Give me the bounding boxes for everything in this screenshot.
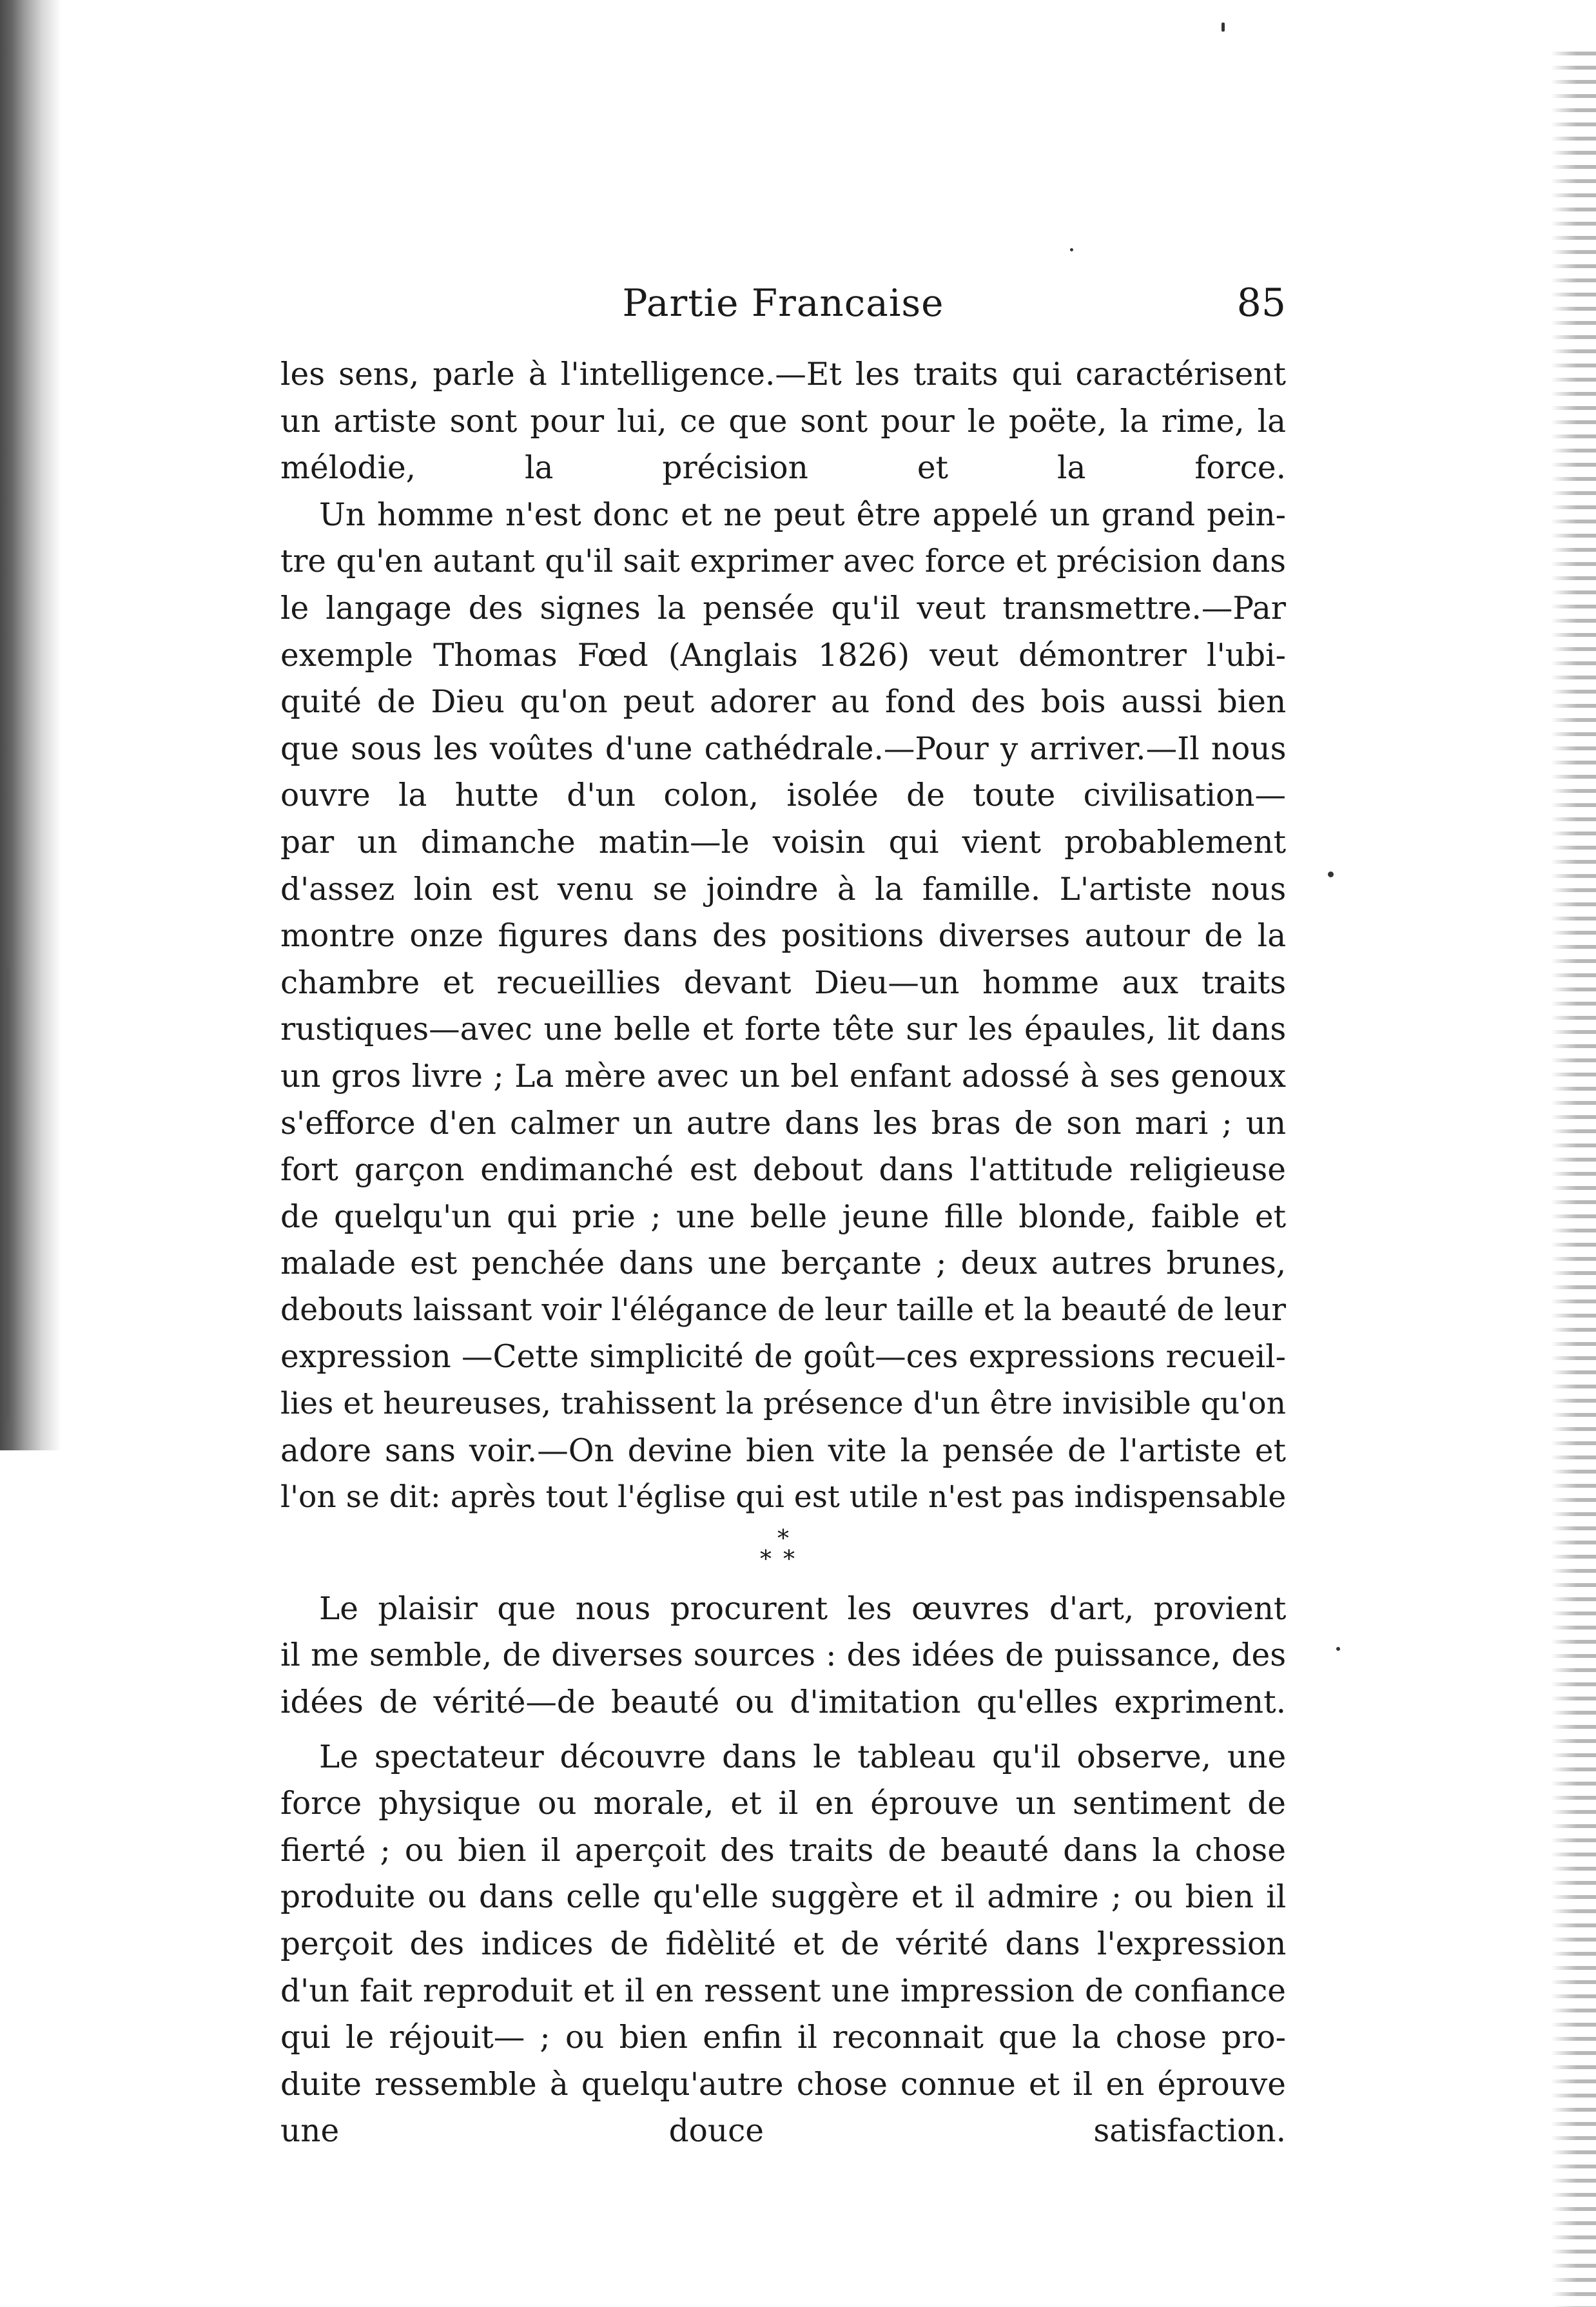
text-line: une douce satisfaction.	[280, 2113, 1286, 2150]
text-line: perçoit des indices de fidèlité et de vérité dans l'expression	[280, 1926, 1287, 1962]
text-line: debouts laissant voir l'élégance de leur taille et la beauté de leur	[280, 1292, 1286, 1328]
text-line: tre qu'en autant qu'il sait exprimer avec force et précision dans	[280, 543, 1286, 580]
running-title: Partie Francaise	[622, 281, 944, 325]
text-line: lies et heureuses, trahissent la présence d'un être invisible qu'on	[280, 1386, 1286, 1422]
text-line: d'un fait reproduit et il en ressent une impression de confiance	[280, 1972, 1286, 2009]
text-line: par un dimanche matin—le voisin qui vient probablement	[280, 824, 1287, 861]
page-header	[280, 274, 1286, 332]
text-line: Le spectateur découvre dans le tableau qu'il observe, une	[319, 1738, 1287, 1775]
scan-shadow-left	[0, 0, 61, 1450]
scan-streak-left	[5, 967, 9, 1418]
text-line: fierté ; ou bien il aperçoit des traits de beauté dans la chose	[280, 1832, 1286, 1869]
text-line: idées de vérité—de beauté ou d'imitation qu'elles expriment.	[280, 1684, 1286, 1721]
scan-speck	[1336, 1647, 1340, 1651]
text-line: montre onze figures dans des positions diverses autour de la	[280, 918, 1287, 955]
text-line: que sous les voûtes d'une cathédrale.—Pour y arriver.—Il nous	[280, 730, 1287, 767]
text-line: expression —Cette simplicité de goût—ces expressions recueil-	[280, 1339, 1286, 1376]
text-line: ouvre la hutte d'un colon, isolée de toute civilisation—	[280, 777, 1286, 814]
page-number: 85	[1236, 280, 1286, 326]
text-line: Le plaisir que nous procurent les œuvres d'art, provient	[319, 1590, 1287, 1627]
scan-speck	[1328, 871, 1334, 877]
text-line: exemple Thomas Fœd (Anglais 1826) veut démontrer l'ubi-	[280, 637, 1286, 674]
text-line: malade est penchée dans une berçante ; deux autres brunes,	[280, 1245, 1287, 1282]
paragraph-4	[280, 1734, 1286, 2155]
text-line: s'efforce d'en calmer un autre dans les bras de son mari ; un	[280, 1105, 1287, 1142]
scan-speck	[1070, 248, 1073, 251]
text-line: l'on se dit: après tout l'église qui est utile n'est pas indispensable	[280, 1479, 1287, 1515]
text-line: il me semble, de diverses sources : des idées de puissance, des	[280, 1637, 1287, 1674]
asterism-stars-bottom: **	[760, 1546, 806, 1573]
text-line: rustiques—avec une belle et forte tête sur les épaules, lit dans	[280, 1011, 1287, 1048]
text-line: duite ressemble à quelqu'autre chose connue et il en éprouve	[280, 2066, 1286, 2103]
body-text	[280, 351, 1286, 2155]
text-line: qui le réjouit— ; ou bien enfin il reconnait que la chose pro-	[280, 2020, 1286, 2056]
text-line: fort garçon endimanché est debout dans l'attitude religieuse	[280, 1152, 1286, 1189]
text-line: adore sans voir.—On devine bien vite la pensée de l'artiste et	[280, 1432, 1286, 1469]
text-line: un gros livre ; La mère avec un bel enfant adossé à ses genoux	[280, 1058, 1286, 1095]
paragraph-1	[280, 351, 1286, 492]
text-line: mélodie, la précision et la force.	[280, 450, 1286, 487]
text-line: les sens, parle à l'intelligence.—Et les traits qui caractérisent	[280, 356, 1286, 393]
paragraph-3	[280, 1586, 1286, 1726]
scan-shadow-right	[1551, 52, 1596, 2307]
paragraph-2	[280, 492, 1286, 1521]
text-line: quité de Dieu qu'on peut adorer au fond des bois aussi bien	[280, 684, 1287, 721]
text-line: produite ou dans celle qu'elle suggère et il admire ; ou bien il	[280, 1879, 1287, 1916]
text-line: d'assez loin est venu se joindre à la famille. L'artiste nous	[280, 871, 1287, 908]
text-line: chambre et recueillies devant Dieu—un homme aux traits	[280, 964, 1287, 1001]
section-asterism	[280, 1521, 1286, 1586]
asterism-star-top: *	[777, 1525, 789, 1552]
text-line: un artiste sont pour lui, ce que sont pour le poëte, la rime, la	[280, 403, 1286, 440]
text-line: de quelqu'un qui prie ; une belle jeune fille blonde, faible et	[280, 1198, 1287, 1235]
text-line: Un homme n'est donc et ne peut être appelé un grand pein-	[319, 496, 1286, 533]
scan-speck	[1221, 23, 1225, 32]
text-line: le langage des signes la pensée qu'il veut transmettre.—Par	[280, 590, 1286, 627]
text-line: force physique ou morale, et il en éprouve un sentiment de	[280, 1786, 1286, 1822]
